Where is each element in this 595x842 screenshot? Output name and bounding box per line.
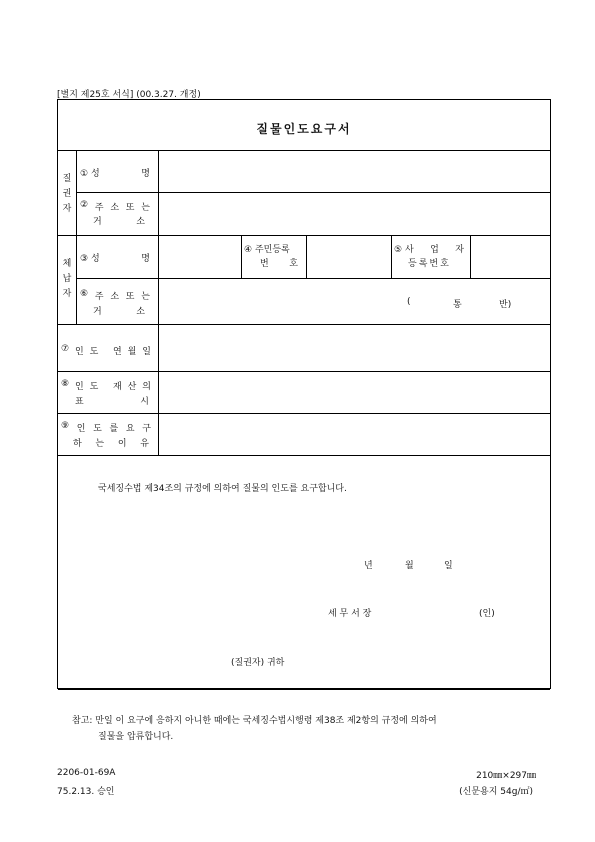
delivery-date-label: ⑦ 인 도 연 월 일 <box>61 344 151 357</box>
note-line-1: 참고: 만일 이 요구에 응하지 아니한 때에는 국세징수법시행령 제38조 제2항의 규정에 의하여 <box>72 716 437 726</box>
debtor-name-field[interactable] <box>159 236 240 277</box>
debtor-address-label-2: 거 소 <box>93 307 145 317</box>
divider <box>391 235 392 278</box>
divider <box>58 689 550 690</box>
request-statement: 국세징수법 제34조의 규정에 의하여 질물의 인도를 요구합니다. <box>98 484 347 494</box>
reason-label: ⑨ 인 도 를 요 구 <box>61 421 151 434</box>
creditor-name-label: ① 성 명 <box>80 169 150 179</box>
form-code: 2206-01-69A <box>57 768 116 778</box>
reason-label-2: 하 는 이 유 <box>73 439 149 449</box>
resident-number-field[interactable] <box>307 236 390 277</box>
property-label-2: 표 시 <box>75 397 149 407</box>
approval-date: 75.2.13. 승인 <box>57 787 115 797</box>
seal-mark: (인) <box>479 609 495 619</box>
paper-type: (신문용지 54g/㎡) <box>459 787 533 797</box>
ban-label: 반) <box>499 300 512 310</box>
tong-label: 통 <box>453 300 462 310</box>
reason-field[interactable] <box>159 414 549 454</box>
tax-office-head: 세 무 서 장 <box>328 609 372 619</box>
delivery-date-field[interactable] <box>159 325 549 370</box>
paper-size: 210㎜×297㎜ <box>476 771 536 781</box>
property-label: ⑧ 인 도 재 산 의 <box>61 379 151 392</box>
addressee: (질권자) 귀하 <box>231 658 285 668</box>
business-number-field[interactable] <box>471 236 549 277</box>
resident-number-label: ④ 주민등록 <box>244 245 290 255</box>
creditor-address-label-2: 거 소 <box>93 217 145 227</box>
divider <box>58 455 550 456</box>
debtor-address-field[interactable] <box>159 279 549 323</box>
form-frame <box>57 99 551 742</box>
divider <box>241 235 242 278</box>
creditor-address-field[interactable] <box>159 193 549 234</box>
debtor-group-label: 체 납 자 <box>62 259 72 299</box>
creditor-name-field[interactable] <box>159 151 549 191</box>
form-title: 질물인도요구서 <box>256 122 352 136</box>
property-field[interactable] <box>159 372 549 412</box>
creditor-address-label: ② 주 소 또 는 <box>80 200 150 213</box>
form-header-note: [별지 제25호 서식] (00.3.27. 개정) <box>57 90 201 100</box>
divider <box>76 150 77 324</box>
business-number-label-2: 등록번호 <box>408 259 451 269</box>
note-line-2: 질물을 압류합니다. <box>98 732 174 742</box>
creditor-group-label: 질 권 자 <box>62 174 72 214</box>
business-number-label: ⑤ 사 업 자 <box>394 245 464 255</box>
debtor-name-label: ③ 성 명 <box>80 254 150 264</box>
debtor-address-label: ⑥ 주 소 또 는 <box>80 289 150 302</box>
tong-open-paren: ( <box>407 297 411 307</box>
date-year: 년 <box>364 561 373 571</box>
resident-number-label-2: 번 호 <box>260 259 298 269</box>
date-day: 일 <box>444 561 453 571</box>
date-month: 월 <box>405 561 414 571</box>
